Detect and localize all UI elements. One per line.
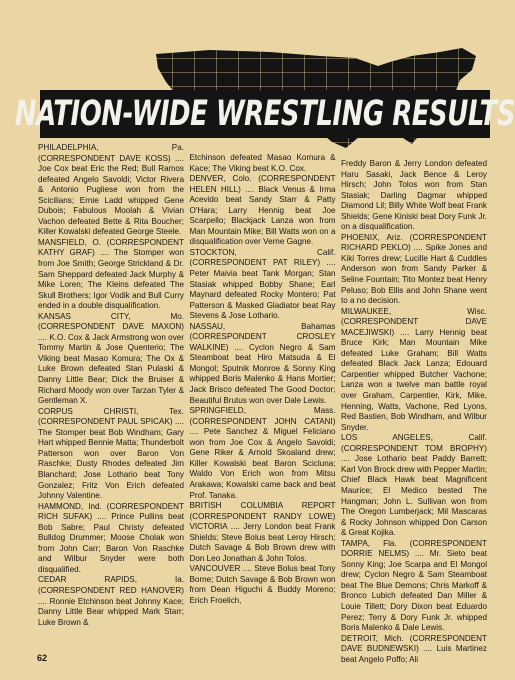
report-tampa: TAMPA, Fla. (CORRESPONDENT DORRIE NELMS) .... Mr. Sieto beat Sonny King; Joe Scarpa and El Mongol drew; Cyclon Negro & Sam Steamboat beat The Blue Demons; Chris Markoff & Bronco Lubich defeated Dan Miller & Louie Tillett; Dory Dixon beat Eduardo Perez; Terry & Dory Funk Jr. whipped Boris Malenko & Dale Lewis. (341, 538, 487, 633)
report-phoenix: PHOENIX, Ariz. (CORRESPONDENT RICHARD PEKLO) .... Spike Jones and Kiki Torres drew; Lucille Hart & Cuddles Anderson won from Sandy Parker & Seline Fountain; Tito Montez beat Henry Peluso; Bob Ellis and John Shane went to a no decision. (341, 232, 487, 306)
page-number: 62 (37, 653, 48, 663)
report-hammond: HAMMOND, Ind. (CORRESPONDENT RICH SUFAK) .... Prince Pullins beat Bob Sabre; Paul Christy defeated Bulldog Drummer; Moose Cholak won from John Carr; Baron Von Raschke and Wilbur Snyder were both disqualified. (38, 501, 184, 574)
column-2 (190, 143, 336, 655)
column-1 (38, 143, 184, 655)
report-springfield: SPRINGFIELD, Mass. (CORRESPONDENT JOHN CATANI) .... Pete Sanchez & Miguel Feliciano won from Joe Cox & Angelo Savoldi; Gene Riker & Arnold Skoaland drew; Killer Kowalski beat Baron Scicluna; Waldo Von Erich won from Mitsu Arakawa; Kowalski came back and beat Prof. Tanaka. (189, 406, 336, 500)
report-philadelphia: PHILADELPHIA, Pa. (CORRESPONDENT DAVE KOSS) .... Joe Cox beat Eric the Red; Bull Ramos defeated Angelo Savoldi; Victor Rivera & Antonio Pugliese won from the Scicilians; Ernie Ladd whipped Gene Dubois; Fabulous Moolah & Vivian Vachon defeated Bette & Rita Boucher; Killer Kowalski defeated George Steele. (38, 143, 184, 237)
report-los-angeles: LOS ANGELES, Calif. (CORRESPONDENT TOM BROPHY) .... Jose Lothario beat Paddy Barrett; Karl Von Brock drew with Pepper Martin; Chief Black Hawk beat Magnificent Maurice; El Medico bested The Hangman; John L. Sullivan won from The Oregon Lumberjack; Mil Mascaras & Rocky Johnson whipped Don Carson & Great Kojika. (341, 433, 487, 538)
report-british-columbia: BRITISH COLUMBIA REPORT (CORRESPONDENT RANDY LOWE) VICTORIA .... Jerry London beat Frank Shields; Steve Bolus beat Leroy Hirsch; Dutch Savage & Bob Brown drew with Don Leo Jonathan & John Tolos. (189, 501, 336, 563)
report-mansfield: MANSFIELD, O. (CORRESPONDENT KATHY GRAF) .... The Stomper won from Joe Smith; George Strickland & Dr. Sam Sheppard defeated Jack Murphy & Mike Loren; The Kleins defeated The Skull Brothers; Igor Vodik and Bull Curry ended in a double disqualification. (38, 237, 184, 311)
report-detroit: DETROIT, Mich. (CORRESPONDENT DAVE BUDNEWSKI) .... Luis Martinez beat Angelo Poffo; Ali (341, 633, 487, 664)
report-stockton: STOCKTON, Calif. (CORRESPONDENT PAT RILEY) .... Peter Maivia beat Tank Morgan; Stan Stasiak whipped Bobby Shane; Earl Maynard defeated Rocky Montero; Pat Patterson & Masked Gladiator beat Ray Stevens & Jose Lothario. (189, 247, 336, 321)
report-nassau: NASSAU, Bahamas (CORRESPONDENT CROSLEY WALKINE) .... Cyclon Negro & Sam Steamboat beat Hiro Matsuda & El Mongol; Sputnik Monroe & Sonny King whipped Boris Malenko & Hans Mortier; Jack Brisco defeated The Good Doctor; Beautiful Brutus won over Dale Lewis. (189, 321, 336, 405)
report-cedar-rapids: CEDAR RAPIDS, Ia. (CORRESPONDENT RED HANOVER) .... Ronnie Etchinson beat Johnny Kace; Danny Little Bear whipped Mark Starr; Luke Brown & (38, 575, 184, 627)
report-milwaukee: MILWAUKEE, Wisc. (CORRESPONDENT DAVE MACEJIWSKI) .... Larry Hennig beat Bruce Kirk; Man Mountain Mike defeated Luke Graham; Bill Watts defeated Black Jack Lanza; Edouard Carpentier whipped Butcher Vachone; Lanza won a twelve man battle royal over Graham, Carpentier, Kirk, Mike, Henning, Watts, Vachone, Red Lyons, Red Bastien, Bob Windham, and Wilbur Snyder. (341, 306, 487, 432)
column-3 (341, 143, 487, 664)
report-denver: DENVER, Colo. (CORRESPONDENT HELEN HILL) .... Black Venus & Irma Acevido beat Sandy Starr & Patty O'Hara; Larry Hennig beat Joe Scarpello; Blackjack Lanza won from Man Mountain Mike; Bill Watts won on a disqualification over Verne Gagne. (189, 174, 336, 247)
report-kansas-city: KANSAS CITY, Mo. (CORRESPONDENT DAVE MAXON) .... K.O. Cox & Jack Armstrong won over Tommy Martin & Jose Quenterio; The Viking beat Masao Komura; The Ox & Luke Brown defeated Stan Pulaski & Danny Little Bear; Dick the Bruiser & Richard Moody won over Tarzan Tyler & Gentleman X. (38, 311, 184, 406)
report-vancouver-cont: Freddy Baron & Jerry London defeated Haru Sasaki, Jack Bence & Leroy Hirsch; John Tolos won from Stan Stasiak; Darling Dagmar whipped Diamond Lil; Billy White Wolf beat Frank Shields; Gene Kiniski beat Dory Funk Jr. on a disqualification. (341, 159, 487, 232)
title-banner (14, 90, 515, 138)
report-cedar-rapids-cont: Etchinson defeated Masao Komura & Kace; The Viking beat K.O. Cox. (189, 153, 336, 173)
report-corpus-christi: CORPUS CHRISTI, Tex. (CORRESPONDENT PAUL SPICAK) .... The Stomper beat Bob Windham; Gary Hart whipped Bennie Matta; Thunderbolt Patterson won over Baron Von Raschke; Dusty Rhodes defeated Jim Blanchard; Jose Lothario beat Tony Gonzalez; Fritz Von Erich defeated Johnny Valentine. (38, 406, 184, 501)
page-title: NATION-WIDE WRESTLING RESULTS (14, 93, 515, 135)
report-vancouver: VANCOUVER .... Steve Bolus beat Tony Borne; Dutch Savage & Bob Brown won from Dean Higuchi & Buddy Moreno; Erich Froelich, (189, 564, 336, 605)
